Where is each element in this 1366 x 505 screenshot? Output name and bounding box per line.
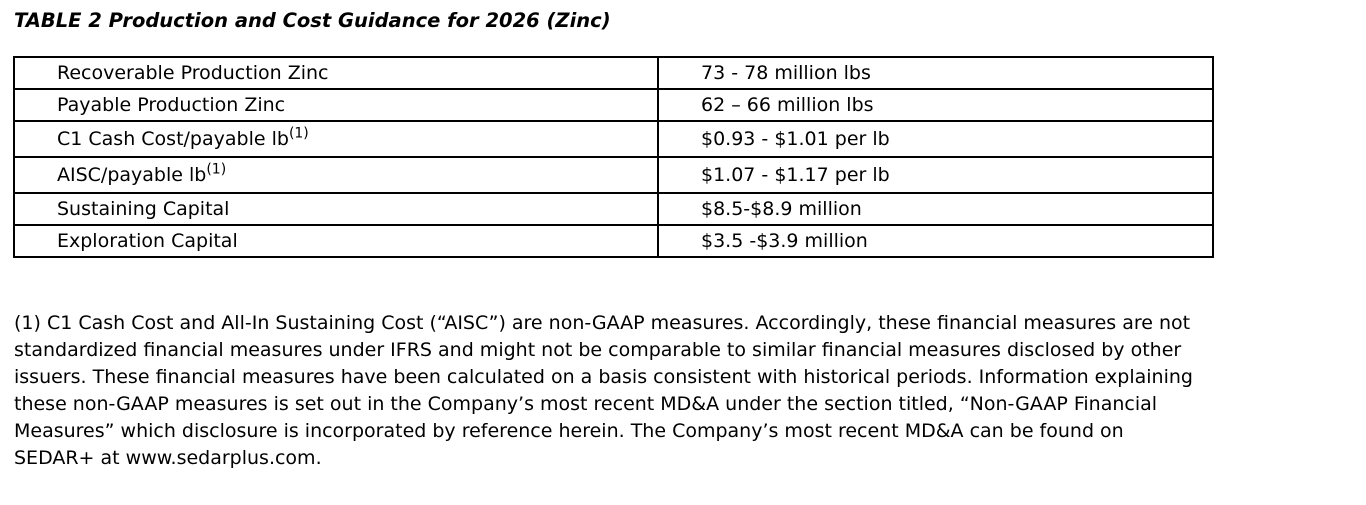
row-value: $8.5-$8.9 million xyxy=(658,193,1213,225)
row-value: $0.93 - $1.01 per lb xyxy=(658,121,1213,157)
row-value: 62 – 66 million lbs xyxy=(658,89,1213,121)
footnote-marker: (1) xyxy=(206,161,227,178)
row-label xyxy=(14,121,658,157)
row-label xyxy=(14,157,658,193)
row-label xyxy=(14,225,658,257)
table-row xyxy=(14,57,1213,89)
table-row xyxy=(14,193,1213,225)
row-label-text: Payable Production Zinc xyxy=(57,94,286,116)
row-label-text: AISC/payable lb xyxy=(57,164,207,186)
footnote-marker: (1) xyxy=(288,125,309,142)
guidance-table xyxy=(13,56,1214,258)
table-row xyxy=(14,89,1213,121)
row-label xyxy=(14,193,658,225)
row-value: $3.5 -$3.9 million xyxy=(658,225,1213,257)
table-row xyxy=(14,157,1213,193)
footnote-text: (1) C1 Cash Cost and All-In Sustaining Cost (“AISC”) are non-GAAP measures. Accordingly, these financial measures are not standardized financial measures under IFRS and might not be comparable to similar financial measures disclosed by other issuers. These financial measures have been calculated on a basis consistent with historical periods. Information explaining these non-GAAP measures is set out in the Company’s most recent MD&A under the section titled, “Non-GAAP Financial Measures” which disclosure is incorporated by reference herein. The Company’s most recent MD&A can be found on SEDAR+ at www.sedarplus.com. xyxy=(14,312,1193,469)
row-value: 73 - 78 million lbs xyxy=(658,57,1213,89)
table-title: TABLE 2 Production and Cost Guidance for 2026 (Zinc) xyxy=(14,9,611,32)
row-label-text: Recoverable Production Zinc xyxy=(57,62,329,84)
row-value: $1.07 - $1.17 per lb xyxy=(658,157,1213,193)
table-row xyxy=(14,121,1213,157)
row-label-text: Exploration Capital xyxy=(57,230,238,252)
row-label-text: Sustaining Capital xyxy=(57,198,230,220)
row-label-text: C1 Cash Cost/payable lb xyxy=(57,128,289,150)
row-label xyxy=(14,57,658,89)
row-label xyxy=(14,89,658,121)
table-row xyxy=(14,225,1213,257)
